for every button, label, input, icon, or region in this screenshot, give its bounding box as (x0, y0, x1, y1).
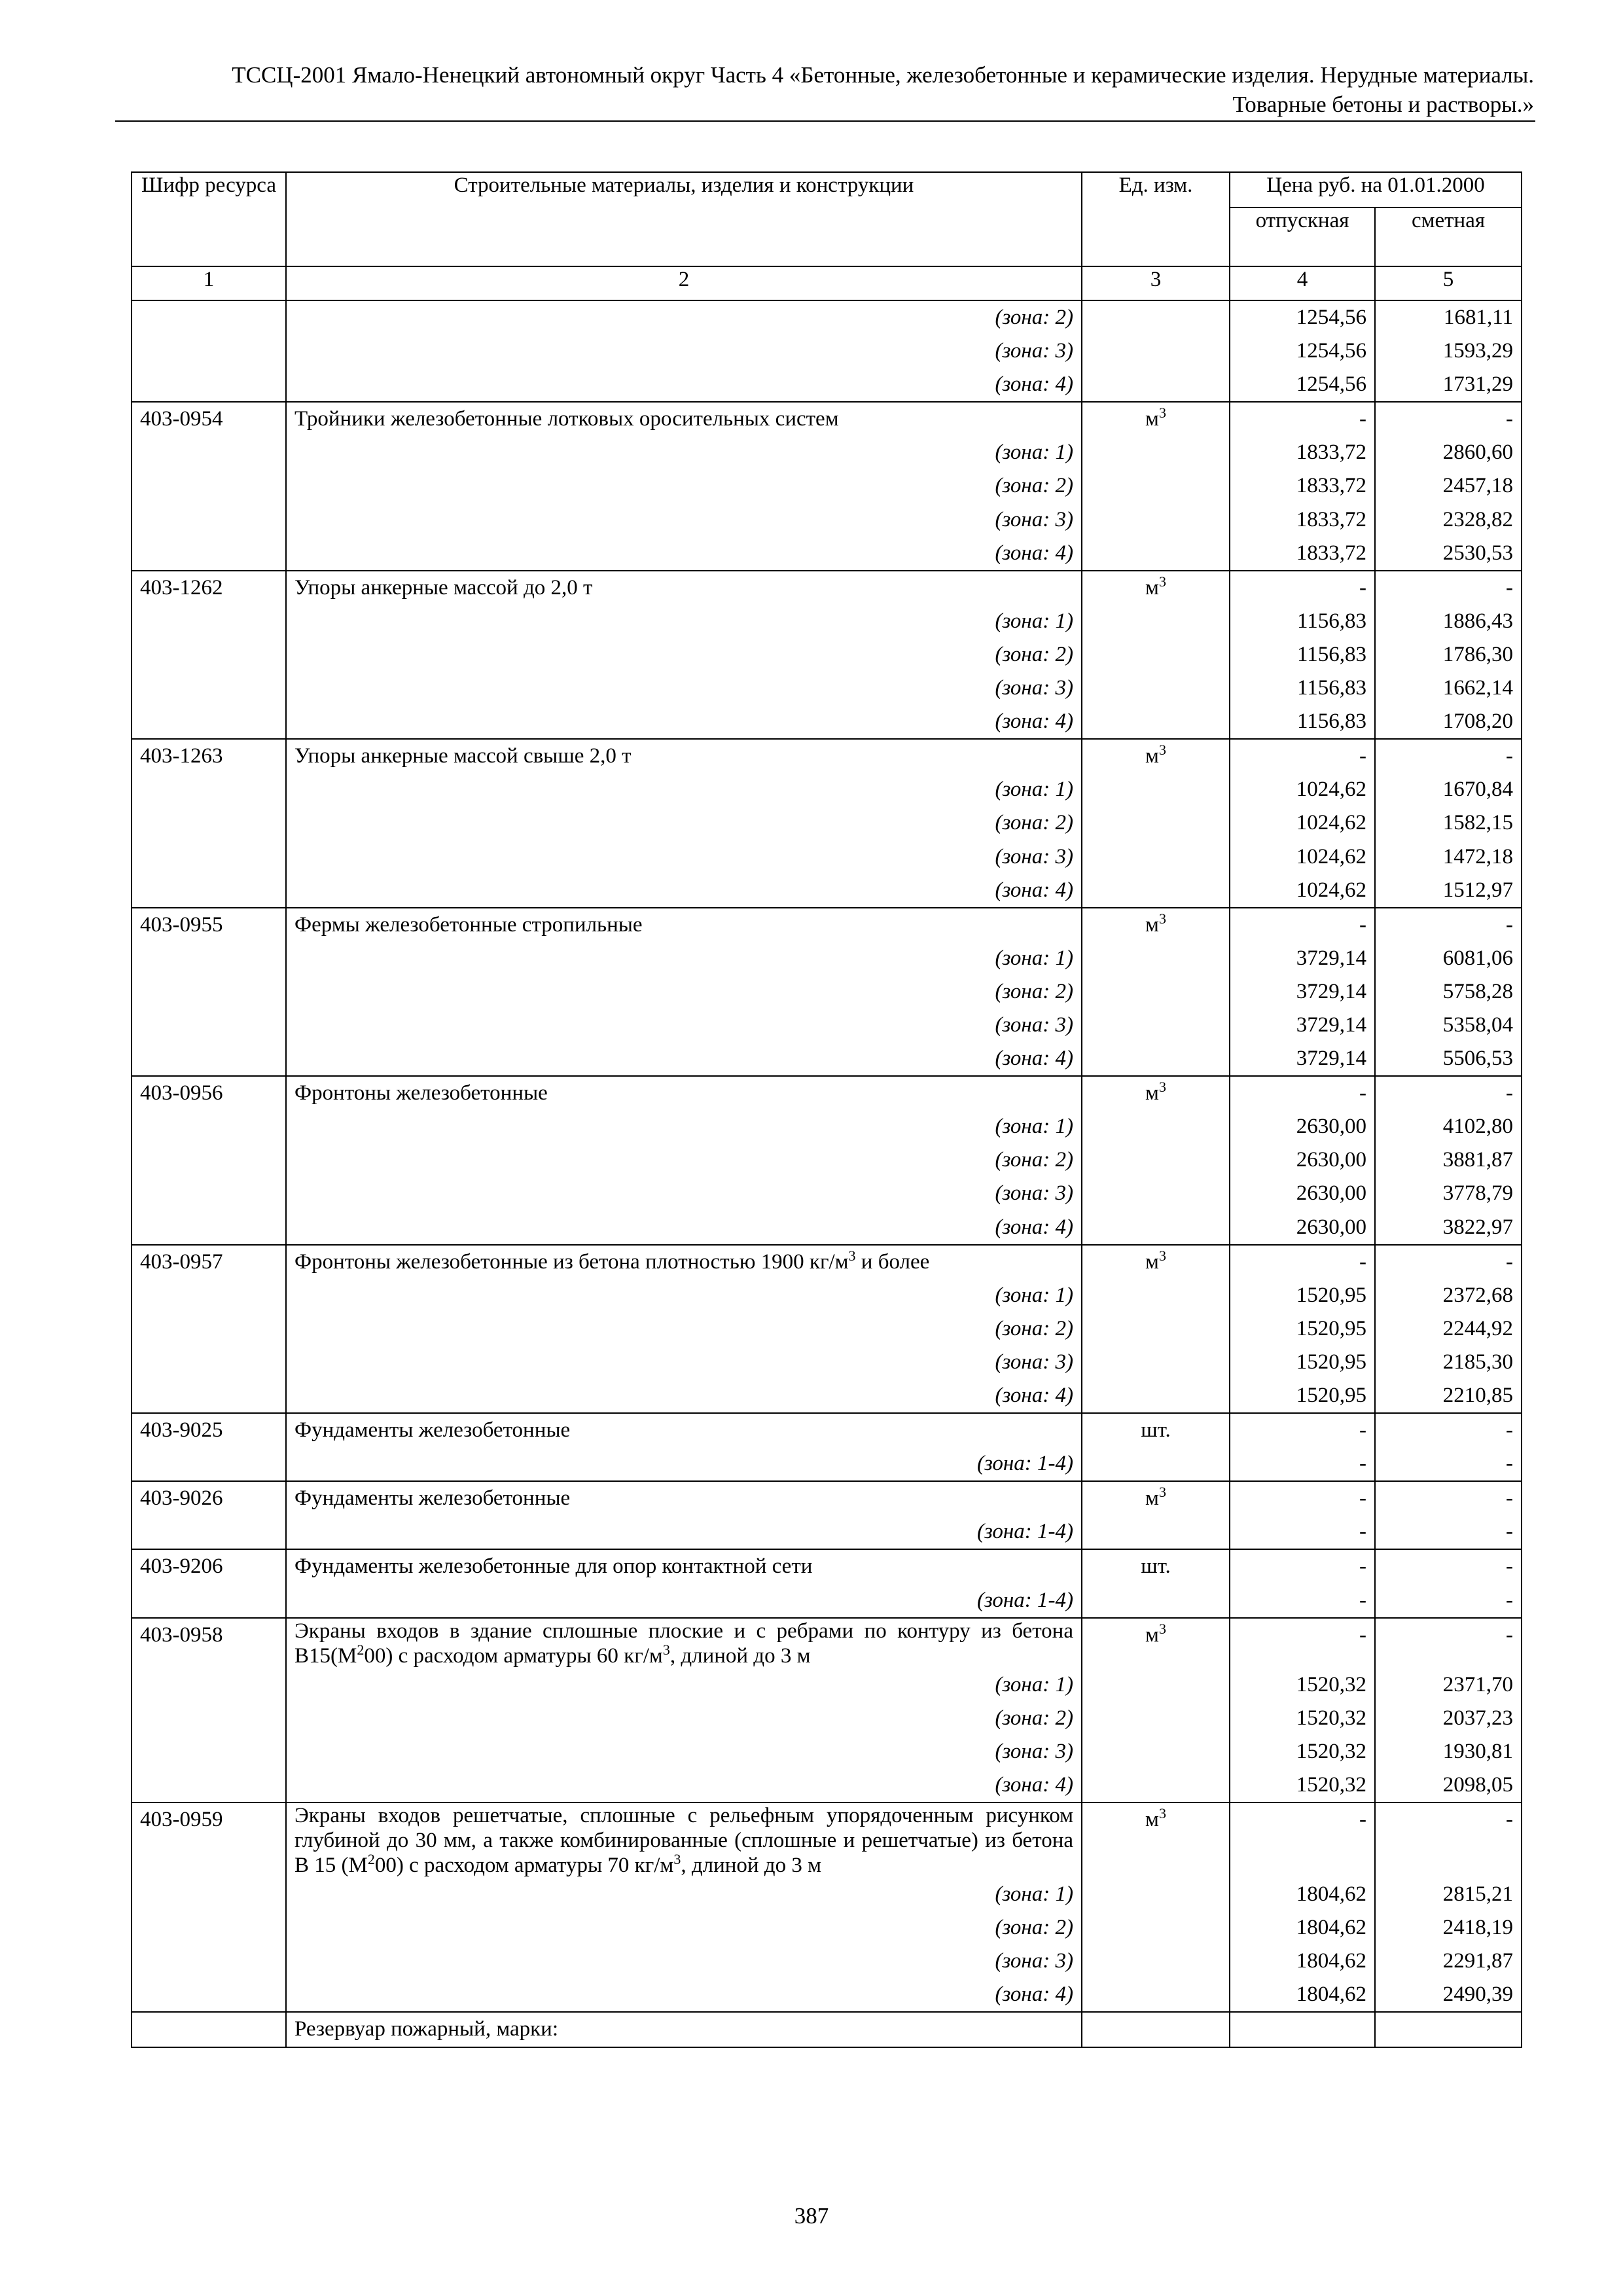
table-row (132, 503, 1522, 537)
release-price: 1520,32 (1230, 1668, 1375, 1702)
header-unit: Ед. изм. (1082, 172, 1230, 266)
table-row (132, 300, 1522, 334)
header-name: Строительные материалы, изделия и конструкции (286, 172, 1082, 266)
estimate-price: 2098,05 (1375, 1768, 1522, 1803)
table-row (132, 1911, 1522, 1945)
estimate-price: - (1375, 908, 1522, 942)
header-price: Цена руб. на 01.01.2000 (1230, 172, 1522, 207)
release-price: 1520,32 (1230, 1702, 1375, 1735)
estimate-price: - (1375, 402, 1522, 436)
resource-code: 403-1263 (132, 739, 286, 773)
release-price: 1024,62 (1230, 773, 1375, 806)
estimate-price: 1681,11 (1375, 300, 1522, 334)
resource-code: 403-0954 (132, 402, 286, 436)
item-name: Фундаменты железобетонные (286, 1413, 1082, 1447)
zone-label: (зона: 1-4) (286, 1447, 1082, 1481)
zone-label: (зона: 2) (286, 1702, 1082, 1735)
release-price: 1833,72 (1230, 537, 1375, 571)
estimate-price: 4102,80 (1375, 1110, 1522, 1143)
zone-label: (зона: 4) (286, 1211, 1082, 1245)
table-row (132, 1803, 1522, 1878)
item-name: Экраны входов решетчатые, сплошные с рельефным упорядоченным рисунком глубиной до 30 мм, а также комбинированные (сплошные и решетчатые) из бетона В 15 $(М^200)$ с расходом арматуры 70 $кг/м^3$, длиной до 3 м (286, 1803, 1082, 1878)
zone-label: (зона: 4) (286, 1042, 1082, 1076)
table-row (132, 1549, 1522, 1583)
release-price: 3729,14 (1230, 975, 1375, 1009)
zone-label: (зона: 1) (286, 1878, 1082, 1911)
zone-label: (зона: 4) (286, 705, 1082, 739)
release-price: - (1230, 1245, 1375, 1279)
col-number: 5 (1375, 266, 1522, 300)
zone-label: (зона: 2) (286, 806, 1082, 840)
item-name: Тройники железобетонные лотковых оросительных систем (286, 402, 1082, 436)
zone-label: (зона: 4) (286, 874, 1082, 908)
estimate-price: 1472,18 (1375, 840, 1522, 874)
estimate-price: 1731,29 (1375, 368, 1522, 402)
header-code: Шифр ресурса (132, 172, 286, 266)
zone-label: (зона: 2) (286, 469, 1082, 503)
release-price: 1254,56 (1230, 368, 1375, 402)
estimate-price: 5506,53 (1375, 1042, 1522, 1076)
unit-cell: $м^3$ (1082, 1076, 1230, 1110)
estimate-price: 1662,14 (1375, 672, 1522, 705)
estimate-price: 2291,87 (1375, 1945, 1522, 1978)
table-row (132, 1177, 1522, 1210)
estimate-price: 6081,06 (1375, 942, 1522, 975)
header-estimate: сметная (1375, 207, 1522, 266)
table-row (132, 1143, 1522, 1177)
table-row (132, 739, 1522, 773)
resource-code: 403-9026 (132, 1481, 286, 1515)
estimate-price: 3881,87 (1375, 1143, 1522, 1177)
zone-label: (зона: 3) (286, 1735, 1082, 1768)
estimate-price: - (1375, 571, 1522, 605)
release-price: 1156,83 (1230, 705, 1375, 739)
unit-cell: $м^3$ (1082, 1618, 1230, 1668)
release-price: 1833,72 (1230, 469, 1375, 503)
release-price: 1804,62 (1230, 1878, 1375, 1911)
release-price: 2630,00 (1230, 1143, 1375, 1177)
estimate-price: 3822,97 (1375, 1211, 1522, 1245)
item-name: Фермы железобетонные стропильные (286, 908, 1082, 942)
release-price: 2630,00 (1230, 1211, 1375, 1245)
resource-code: 403-0956 (132, 1076, 286, 1110)
zone-label: (зона: 3) (286, 1346, 1082, 1379)
table-row (132, 537, 1522, 571)
page-header (118, 60, 1534, 119)
release-price: - (1230, 908, 1375, 942)
table-row (132, 840, 1522, 874)
estimate-price: - (1375, 1245, 1522, 1279)
estimate-price: 1512,97 (1375, 874, 1522, 908)
resource-code: 403-0957 (132, 1245, 286, 1279)
table-row (132, 1009, 1522, 1042)
table-row (132, 773, 1522, 806)
release-price: 1520,95 (1230, 1312, 1375, 1346)
estimate-price: 1593,29 (1375, 334, 1522, 368)
table-row (132, 368, 1522, 402)
table-row (132, 975, 1522, 1009)
estimate-price: 1930,81 (1375, 1735, 1522, 1768)
table-row (132, 638, 1522, 672)
release-price: 3729,14 (1230, 1042, 1375, 1076)
table-row (132, 1042, 1522, 1076)
resource-code: 403-0955 (132, 908, 286, 942)
estimate-price: - (1375, 1803, 1522, 1878)
item-name: Экраны входов в здание сплошные плоские и с ребрами по контуру из бетона $В15(М^200)$ с расходом арматуры 60 $кг/м^3$, длиной до 3 м (286, 1618, 1082, 1668)
col-number: 3 (1082, 266, 1230, 300)
unit-cell: $м^3$ (1082, 1481, 1230, 1515)
zone-label: (зона: 1-4) (286, 1515, 1082, 1549)
table-row (132, 1211, 1522, 1245)
table-row (132, 1245, 1522, 1279)
unit-cell: $м^3$ (1082, 1803, 1230, 1878)
release-price: 1024,62 (1230, 806, 1375, 840)
table-row (132, 469, 1522, 503)
release-price: 1804,62 (1230, 1978, 1375, 2012)
table-row (132, 1878, 1522, 1911)
item-name: Фронтоны железобетонные (286, 1076, 1082, 1110)
zone-label: (зона: 2) (286, 975, 1082, 1009)
estimate-price: 2244,92 (1375, 1312, 1522, 1346)
zone-label: (зона: 3) (286, 334, 1082, 368)
table-row (132, 1447, 1522, 1481)
release-price: - (1230, 739, 1375, 773)
release-price: 1156,83 (1230, 605, 1375, 638)
release-price: - (1230, 571, 1375, 605)
item-name: Резервуар пожарный, марки: (286, 2012, 1082, 2047)
header-line-2: Товарные бетоны и растворы.» (1232, 92, 1534, 117)
unit-cell: $м^3$ (1082, 571, 1230, 605)
table-row (132, 1413, 1522, 1447)
release-price: - (1230, 1549, 1375, 1583)
table-row (132, 605, 1522, 638)
unit-cell: $м^3$ (1082, 739, 1230, 773)
estimate-price: 2530,53 (1375, 537, 1522, 571)
release-price: - (1230, 1076, 1375, 1110)
release-price: 1833,72 (1230, 503, 1375, 537)
release-price: 1520,32 (1230, 1768, 1375, 1803)
resource-code: 403-0959 (132, 1803, 286, 1878)
table-row (132, 1702, 1522, 1735)
estimate-price: 3778,79 (1375, 1177, 1522, 1210)
zone-label: (зона: 3) (286, 1009, 1082, 1042)
release-price: 3729,14 (1230, 1009, 1375, 1042)
estimate-price: 1786,30 (1375, 638, 1522, 672)
table-row (132, 1978, 1522, 2012)
release-price: 1520,95 (1230, 1379, 1375, 1413)
release-price: - (1230, 1447, 1375, 1481)
estimate-price: - (1375, 1447, 1522, 1481)
col-number: 4 (1230, 266, 1375, 300)
release-price: 1833,72 (1230, 436, 1375, 469)
zone-label: (зона: 1) (286, 1668, 1082, 1702)
table-row (132, 402, 1522, 436)
zone-label: (зона: 2) (286, 300, 1082, 334)
release-price: 1156,83 (1230, 638, 1375, 672)
release-price: 1024,62 (1230, 840, 1375, 874)
zone-label: (зона: 4) (286, 1768, 1082, 1803)
table-row (132, 1735, 1522, 1768)
release-price: 2630,00 (1230, 1110, 1375, 1143)
table-row (132, 334, 1522, 368)
estimate-price: 1582,15 (1375, 806, 1522, 840)
header-release: отпускная (1230, 207, 1375, 266)
estimate-price: - (1375, 1549, 1522, 1583)
table-row (132, 1481, 1522, 1515)
release-price: - (1230, 1481, 1375, 1515)
release-price: 1254,56 (1230, 300, 1375, 334)
table-row (132, 1279, 1522, 1312)
release-price: - (1230, 1584, 1375, 1618)
release-price: - (1230, 1803, 1375, 1878)
zone-label: (зона: 4) (286, 368, 1082, 402)
unit-cell: $м^3$ (1082, 1245, 1230, 1279)
resource-code: 403-9025 (132, 1413, 286, 1447)
zone-label: (зона: 3) (286, 1177, 1082, 1210)
item-name: Фундаменты железобетонные для опор контактной сети (286, 1549, 1082, 1583)
zone-label: (зона: 3) (286, 672, 1082, 705)
estimate-price: 2185,30 (1375, 1346, 1522, 1379)
col-number: 1 (132, 266, 286, 300)
table-row (132, 1618, 1522, 1668)
estimate-price: 5758,28 (1375, 975, 1522, 1009)
release-price: 1156,83 (1230, 672, 1375, 705)
release-price: 1804,62 (1230, 1945, 1375, 1978)
zone-label: (зона: 4) (286, 1379, 1082, 1413)
estimate-price: 2457,18 (1375, 469, 1522, 503)
estimate-price: 2418,19 (1375, 1911, 1522, 1945)
item-name: Фронтоны железобетонные из бетона плотностью 1900 $кг/м^3$ и более (286, 1245, 1082, 1279)
release-price: 3729,14 (1230, 942, 1375, 975)
estimate-price: 2860,60 (1375, 436, 1522, 469)
estimate-price: - (1375, 1481, 1522, 1515)
zone-label: (зона: 1) (286, 605, 1082, 638)
release-price: 1520,95 (1230, 1346, 1375, 1379)
table-row (132, 1312, 1522, 1346)
release-price: 1024,62 (1230, 874, 1375, 908)
estimate-price: 5358,04 (1375, 1009, 1522, 1042)
table-row (132, 1346, 1522, 1379)
table-row (132, 571, 1522, 605)
estimate-price: 2037,23 (1375, 1702, 1522, 1735)
estimate-price: - (1375, 1618, 1522, 1668)
zone-label: (зона: 4) (286, 537, 1082, 571)
estimate-price: - (1375, 1515, 1522, 1549)
col-number: 2 (286, 266, 1082, 300)
header-rule (115, 120, 1535, 122)
zone-label: (зона: 3) (286, 1945, 1082, 1978)
table-row (132, 1379, 1522, 1413)
table-row (132, 436, 1522, 469)
table-row (132, 942, 1522, 975)
resource-code: 403-1262 (132, 571, 286, 605)
release-price: 1520,32 (1230, 1735, 1375, 1768)
unit-cell: $м^3$ (1082, 402, 1230, 436)
zone-label: (зона: 2) (286, 638, 1082, 672)
zone-label: (зона: 2) (286, 1312, 1082, 1346)
table-row (132, 1076, 1522, 1110)
table-row (132, 1110, 1522, 1143)
zone-label: (зона: 2) (286, 1143, 1082, 1177)
estimate-price: 2490,39 (1375, 1978, 1522, 2012)
estimate-price: 2815,21 (1375, 1878, 1522, 1911)
release-price: - (1230, 1413, 1375, 1447)
table-row (132, 1584, 1522, 1618)
estimate-price: 1670,84 (1375, 773, 1522, 806)
estimate-price: - (1375, 1076, 1522, 1110)
zone-label: (зона: 4) (286, 1978, 1082, 2012)
table-row (132, 908, 1522, 942)
item-name: Упоры анкерные массой свыше 2,0 т (286, 739, 1082, 773)
zone-label: (зона: 1) (286, 773, 1082, 806)
unit-cell: шт. (1082, 1413, 1230, 1447)
zone-label: (зона: 1-4) (286, 1584, 1082, 1618)
release-price: - (1230, 1618, 1375, 1668)
zone-label: (зона: 3) (286, 503, 1082, 537)
price-table (131, 171, 1522, 2048)
table-row (132, 705, 1522, 739)
header-line-1: ТССЦ-2001 Ямало-Ненецкий автономный округ Часть 4 «Бетонные, железобетонные и керамические изделия. Нерудные материалы. (232, 62, 1534, 88)
zone-label: (зона: 1) (286, 1110, 1082, 1143)
zone-label: (зона: 3) (286, 840, 1082, 874)
table-row (132, 874, 1522, 908)
estimate-price: 1708,20 (1375, 705, 1522, 739)
estimate-price: 2372,68 (1375, 1279, 1522, 1312)
zone-label: (зона: 1) (286, 436, 1082, 469)
estimate-price: 2210,85 (1375, 1379, 1522, 1413)
estimate-price: 2328,82 (1375, 503, 1522, 537)
release-price: - (1230, 1515, 1375, 1549)
item-name: Фундаменты железобетонные (286, 1481, 1082, 1515)
zone-label: (зона: 2) (286, 1911, 1082, 1945)
release-price: - (1230, 402, 1375, 436)
resource-code: 403-0958 (132, 1618, 286, 1668)
unit-cell: шт. (1082, 1549, 1230, 1583)
table-row (132, 1768, 1522, 1803)
table-row (132, 2012, 1522, 2047)
estimate-price: - (1375, 1584, 1522, 1618)
table-row (132, 1945, 1522, 1978)
resource-code: 403-9206 (132, 1549, 286, 1583)
release-price: 1254,56 (1230, 334, 1375, 368)
table-row (132, 672, 1522, 705)
table-row (132, 1515, 1522, 1549)
page-number: 387 (794, 2203, 829, 2229)
unit-cell: $м^3$ (1082, 908, 1230, 942)
estimate-price: - (1375, 739, 1522, 773)
release-price: 1520,95 (1230, 1279, 1375, 1312)
zone-label: (зона: 1) (286, 1279, 1082, 1312)
table-row (132, 1668, 1522, 1702)
table-row (132, 806, 1522, 840)
release-price: 2630,00 (1230, 1177, 1375, 1210)
estimate-price: 1886,43 (1375, 605, 1522, 638)
estimate-price: 2371,70 (1375, 1668, 1522, 1702)
item-name: Упоры анкерные массой до 2,0 т (286, 571, 1082, 605)
release-price: 1804,62 (1230, 1911, 1375, 1945)
estimate-price: - (1375, 1413, 1522, 1447)
zone-label: (зона: 1) (286, 942, 1082, 975)
